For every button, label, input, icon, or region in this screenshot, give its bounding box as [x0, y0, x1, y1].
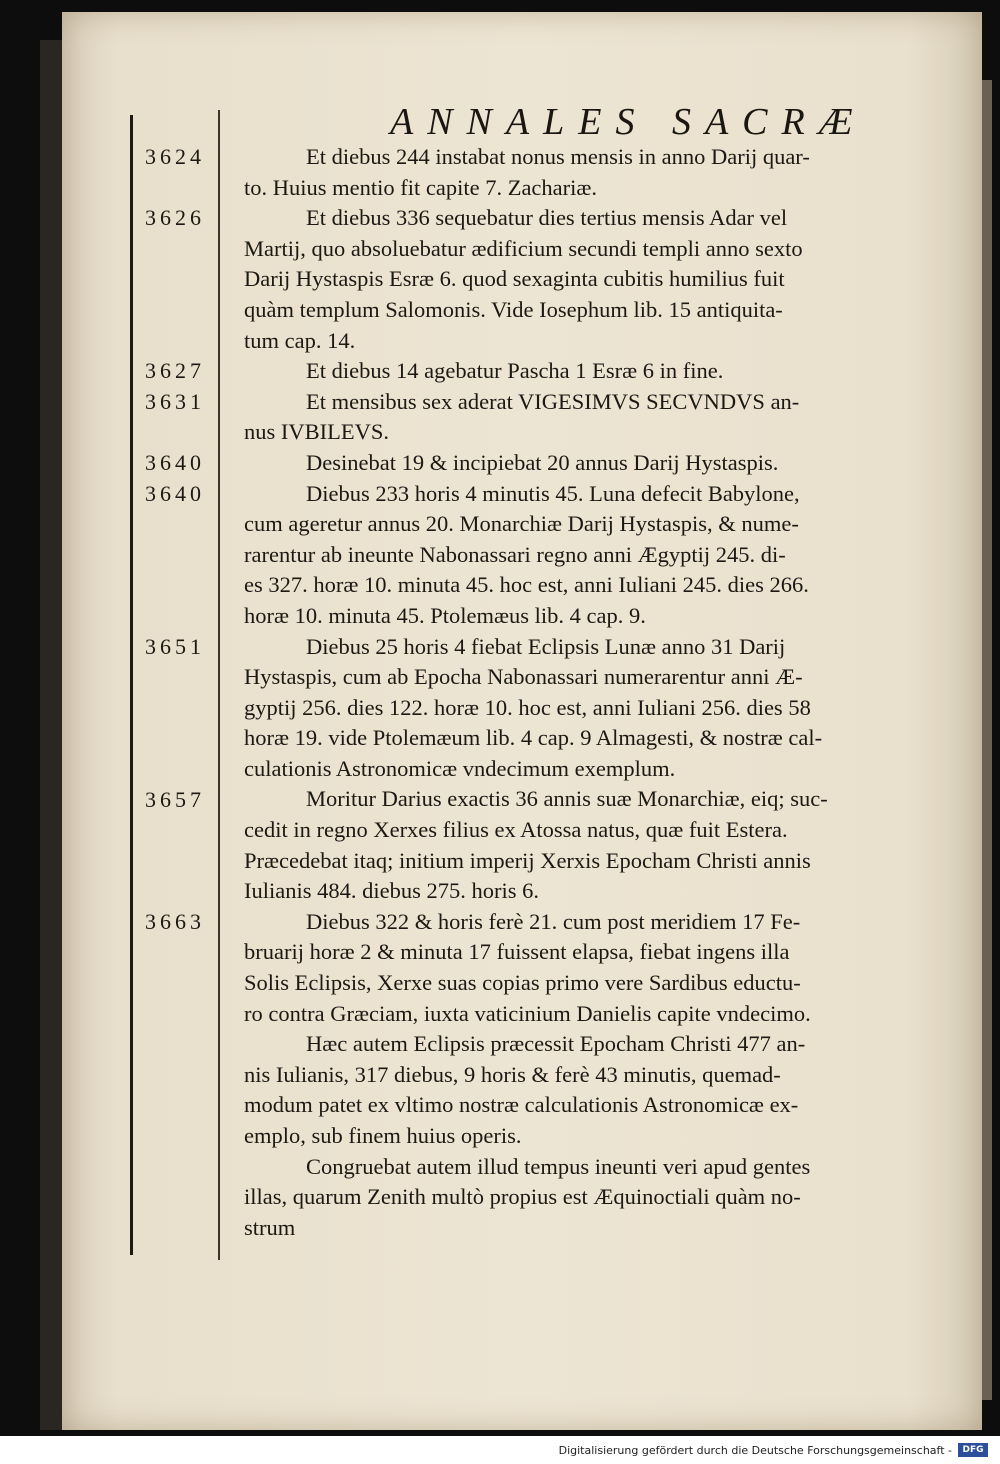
text-line: Darij Hystaspis Esræ 6. quod sexaginta cubitis humilius fuit [244, 266, 785, 292]
text-line: Congruebat autem illud tempus ineunti veri apud gentes [306, 1153, 811, 1179]
running-head: ANNALES SACRÆ [390, 101, 867, 143]
text-line: modum patet ex vltimo nostræ calculationis Astronomicæ ex- [244, 1092, 799, 1118]
margin-rule-inner [218, 110, 220, 1260]
text-line: Moritur Darius exactis 36 annis suæ Monarchiæ, eiq; suc- [306, 786, 828, 812]
text-line: bruarij horæ 2 & minuta 17 fuissent elapsa, fiebat ingens illa [244, 939, 790, 965]
margin-year: 3663 [145, 909, 205, 934]
text-line: tum cap. 14. [244, 327, 356, 353]
text-line: Et diebus 14 agebatur Pascha 1 Esræ 6 in fine. [306, 358, 724, 384]
page-right-edge [982, 80, 992, 1400]
text-line: Præcedebat itaq; initium imperij Xerxis Epocham Christi annis [244, 847, 811, 873]
text-line: Diebus 322 & horis ferè 21. cum post meridiem 17 Fe- [306, 908, 801, 934]
margin-year: 3651 [145, 633, 205, 659]
text-line: Solis Eclipsis, Xerxe suas copias primo vere Sardibus eductu- [244, 970, 801, 996]
text-line: cedit in regno Xerxes filius ex Atossa natus, quæ fuit Estera. [244, 817, 788, 843]
text-line: Et diebus 244 instabat nonus mensis in anno Darij quar- [306, 144, 810, 169]
body-text [244, 142, 974, 1243]
text-line: illas, quarum Zenith multò propius est Æquinoctiali quàm no- [244, 1184, 801, 1210]
margin-year: 3657 [145, 786, 205, 812]
margin-year: 3640 [145, 450, 205, 475]
text-line: Iulianis 484. diebus 275. horis 6. [244, 878, 539, 904]
text-line: Hystaspis, cum ab Epocha Nabonassari numerarentur anni Æ- [244, 664, 803, 690]
text-line: Et mensibus sex aderat VIGESIMVS SECVNDVS an- [306, 388, 800, 414]
footer-bar [0, 1436, 1000, 1464]
text-line: Martij, quo absoluebatur ædificium secundi templi anno sexto [244, 235, 803, 261]
text-line: nus IVBILEVS. [244, 419, 389, 445]
text-line: strum [244, 1214, 296, 1240]
text-line: Desinebat 19 & incipiebat 20 annus Darij Hystaspis. [306, 449, 779, 475]
dfg-logo: DFG [958, 1443, 988, 1457]
text-line: cum ageretur annus 20. Monarchiæ Darij Hystaspis, & nume- [244, 511, 799, 537]
text-line: to. Huius mentio fit capite 7. Zachariæ. [244, 174, 598, 200]
margin-year: 3640 [145, 480, 205, 506]
margin-year: 3631 [145, 388, 205, 414]
margin-rule [130, 115, 133, 1255]
text-line: nis Iulianis, 317 diebus, 9 horis & ferè 43 minutis, quemad- [244, 1061, 781, 1087]
text-line: horæ 10. minuta 45. Ptolemæus lib. 4 cap. 9. [244, 602, 646, 628]
margin-year: 3627 [145, 358, 205, 384]
page-left-edge [40, 40, 62, 1430]
text-line: quàm templum Salomonis. Vide Iosephum lib. 15 antiquita- [244, 296, 783, 322]
text-line: Hæc autem Eclipsis præcessit Epocham Christi 477 an- [306, 1031, 806, 1057]
text-line: Et diebus 336 sequebatur dies tertius mensis Adar vel [306, 205, 788, 231]
footer-credit: Digitalisierung gefördert durch die Deutsche Forschungsgemeinschaft - [558, 1444, 952, 1457]
text-line: rarentur ab ineunte Nabonassari regno anni Ægyptij 245. di- [244, 541, 786, 567]
text-line: culationis Astronomicæ vndecimum exemplum. [244, 755, 676, 781]
margin-year: 3624 [145, 144, 205, 169]
text-line: Diebus 25 horis 4 fiebat Eclipsis Lunæ anno 31 Darij [306, 633, 786, 659]
text-line: emplo, sub finem huius operis. [244, 1123, 522, 1148]
text-line: ro contra Græciam, iuxta vaticinium Danielis capite vndecimo. [244, 1000, 811, 1026]
text-line: gyptij 256. dies 122. horæ 10. hoc est, anni Iuliani 256. dies 58 [244, 694, 811, 720]
text-line: horæ 19. vide Ptolemæum lib. 4 cap. 9 Almagesti, & nostræ cal- [244, 725, 823, 751]
text-line: es 327. horæ 10. minuta 45. hoc est, anni Iuliani 245. dies 266. [244, 572, 809, 598]
text-line: Diebus 233 horis 4 minutis 45. Luna defecit Babylone, [306, 480, 800, 506]
margin-year: 3626 [145, 205, 205, 231]
